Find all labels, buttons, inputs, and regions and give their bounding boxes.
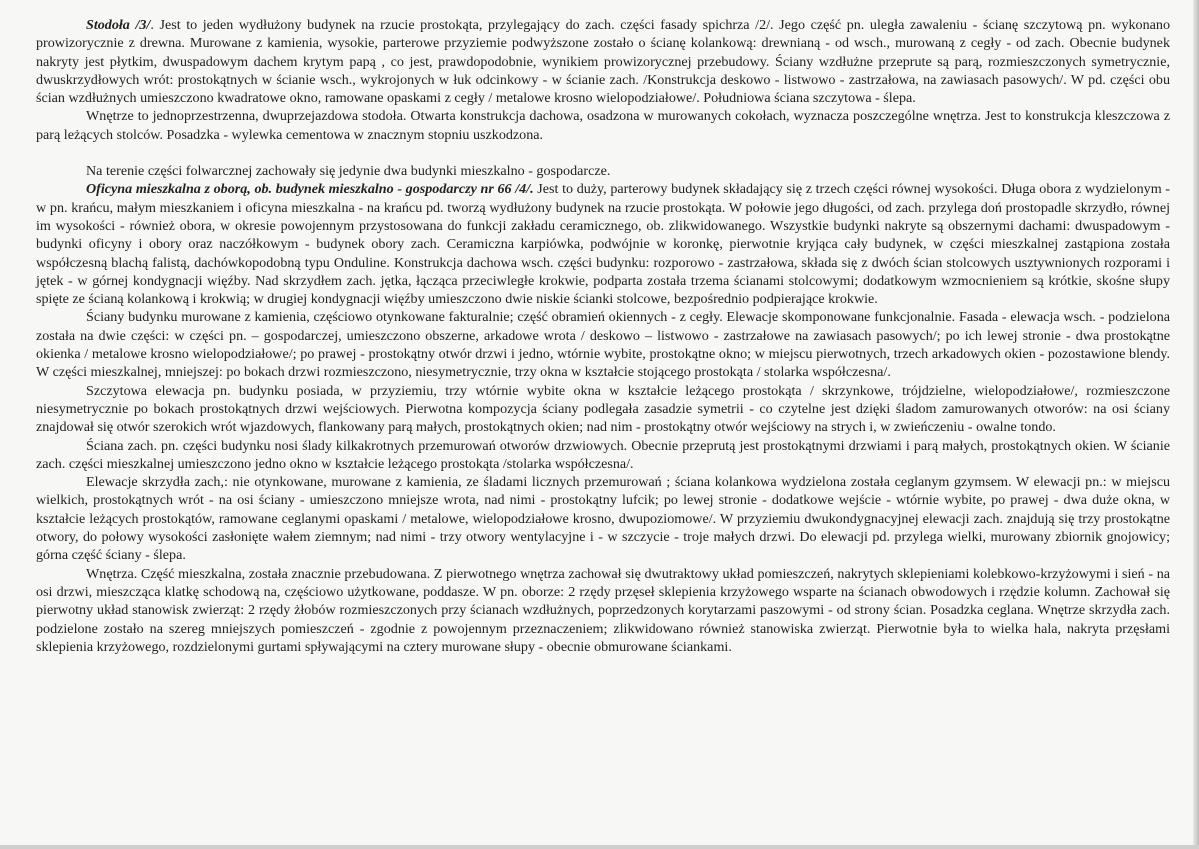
paragraph-spacer — [36, 144, 1170, 162]
paragraph-text: Wnętrze to jednoprzestrzenna, dwuprzejazdowa stodoła. Otwarta konstrukcja dachowa, osadzona w murowanych cokołach, wyznacza poszczególne wnętrza. Jest to konstrukcja kleszczowa z parą leżących stolców. Posadzka - wylewka cementowa w znacznym stopniu uszkodzona. — [36, 108, 1170, 143]
paragraph-text: Wnętrza. Część mieszkalna, została znacznie przebudowana. Z pierwotnego wnętrza zachował się dwutraktowy układ pomieszczeń, nakrytych sklepieniami kolebkowo-krzyżowymi i sień - na osi drzwi, mieszcząca klatkę schodową na, częściowo użytkowane, poddasze. W pn. oborze: 2 rzędy przęseł sklepienia krzyżowego wsparte na ścianach obwodowych i rzędzie kolumn. Zachował się pierwotny układ stanowisk zwierząt: 2 rzędy żłobów rozmieszczonych przy ścianach wzdłużnych, poprzedzonych korytarzami paszowymi - od strony ścian. Posadzka ceglana. Wnętrze skrzydła zach. podzielone zostało na szereg mniejszych pomieszczeń - zgodnie z powojennym przeznaczeniem; zlikwidowano również stanowiska zwierząt. Pierwotnie była to wielka hala, nakryta przęsłami sklepienia krzyżowego, rozdzielonymi gurtami spływającymi na cztery murowane słupy - obecnie obmurowane ściankami. — [36, 565, 1170, 655]
paragraph-text: Na terenie części folwarcznej zachowały się jedynie dwa budynki mieszkalno - gospodarcze. — [86, 163, 611, 180]
paragraph-skrzydlo-zach — [36, 473, 1170, 564]
paragraph-text: Szczytowa elewacja pn. budynku posiada, w przyziemiu, trzy wtórnie wybite okna w kształcie leżącego prostokąta / skrzynkowe, trójdzielne, wielopodziałowe/, rozmieszczone niesymetrycznie po bokach prostokątnych drzwi wejściowych. Pierwotna kompozycja ściany podlegała zasadzie symetrii - co czytelne jest dzięki śladom zamurowanych otworów: na osi ściany znajdował się otwór szerokich wrót wjazdowych, flankowany parą małych, prostokątnych okien; nad nim - prostokątny otwór wejściowy na strych i, w zwieńczeniu - owalne tondo. — [36, 382, 1170, 436]
scan-edge-right — [1193, 0, 1199, 849]
paragraph-folwark-intro — [36, 162, 1170, 180]
document-body — [36, 16, 1170, 656]
paragraph-sciana-zach — [36, 437, 1170, 474]
paragraph-lead-stodola: Stodoła /3/ — [86, 17, 151, 33]
paragraph-sciany — [36, 308, 1170, 381]
paragraph-text: . Jest to jeden wydłużony budynek na rzucie prostokąta, przylegający do zach. części fasady spichrza /2/. Jego część pn. uległa zawaleniu - ścianę szczytową pn. wykonano prowizorycznie z drewna. Murowane z kamienia, wysokie, parterowe przyziemie podwyższone zostało o ścianę kolankową: drewnianą - od wsch., murowaną z cegły - od zach. Obecnie budynek nakryty jest płytkim, dwuspadowym dachem krytym papą , co jest, prawdopodobnie, wynikiem prowizorycznej przebudowy. Ściany wzdłużne przeprute są parą, rozmieszczonych symetrycznie, dwuskrzydłowych wrót: prostokątnych w ścianie wsch., wykrojonych w łuk odcinkowy - w ścianie zach. /Konstrukcja deskowo - listwowo - zastrzałowa, na zawiasach pasowych/. W pd. części obu ścian wzdłużnych umieszczono kwadratowe okno, ramowane opaskami z cegły / metalowe krosno wielopodziałowe/. Południowa ściana szczytowa - ślepa. — [36, 17, 1170, 107]
paragraph-text: Ściany budynku murowane z kamienia, częściowo otynkowane fakturalnie; część obramień okiennych - z cegły. Elewacje skomponowane funkcjonalnie. Fasada - elewacja wsch. - podzielona została na dwie części: w części pn. – gospodarczej, umieszczono obszerne, arkadowe wrota / deskowo – listwowo - zastrzałowe na zawiasach pasowych/; po ich lewej stronie - dwa prostokątne okienka / metalowe krosno wielopodziałowe/; po prawej - prostokątny otwór drzwi i jedno, wtórnie wybite, prostokątne okno; w miejscu pierwotnych, trzech arkadowych okien - pozostawione blendy. W części mieszkalnej, mniejszej: po bokach drzwi rozmieszczono, niesymetrycznie, trzy okna w kształcie stojącego prostokąta / stolarka współczesna/. — [36, 309, 1170, 381]
scan-edge-bottom — [0, 845, 1199, 849]
paragraph-text: Ściana zach. pn. części budynku nosi ślady kilkakrotnych przemurowań otworów drzwiowych. Obecnie przeprutą jest prostokątnymi drzwiami i parą małych, prostokątnych okien. W ścianie zach. części mieszkalnej umieszczono jedno okno w kształcie leżącego prostokąta /stolarka współczesna/. — [36, 437, 1170, 472]
paragraph-wnetrza — [36, 565, 1170, 656]
paragraph-text: Jest to duży, parterowy budynek składający się z trzech części równej wysokości. Długa obora z wydzielonym - w pn. krańcu, małym mieszkaniem i oficyna mieszkalna - na krańcu pd. tworzą wydłużony budynek na rzucie prostokąta. W połowie jego długości, od zach. przylega doń prostopadle skrzydło, równej im wysokości - również obora, w okresie powojennym przystosowana do funkcji zakładu ceramicznego, ob. zlikwidowanego. Wszystkie budynki nakryte są obszernymi dachami: dwuspadowym - budynki oficyny i obory oraz naczółkowym - budynek obory zach. Ceramiczna karpiówka, podwójnie w koronkę, pierwotnie kryjąca cały budynek, w części mieszkalnej zastąpiona została współczesną blachą falistą, dachówkopodobną typu Onduline. Konstrukcja dachowa wsch. części budynku: rozporowo - zastrzałowa, składa się z dwóch ścian stolcowych usztywnionych rozporami i jętek - w górnej kondygnacji więźby. Nad skrzydłem zach. jętka, łącząca przeciwległe krokwie, podparta została trzema ścianami stolcowymi; dodatkowym wzmocnieniem są krótkie, skośne słupy spięte ze ścianą kolankową i krokwią; w drugiej kondygnacji więźby umieszczono dwie niskie ścianki stolcowe, bezpośrednio podpierające krokwie. — [36, 181, 1170, 308]
paragraph-stodola — [36, 16, 1170, 107]
paragraph-oficyna — [36, 180, 1170, 308]
paragraph-wnetrze-stodoly — [36, 107, 1170, 144]
paragraph-elewacja-pn — [36, 382, 1170, 437]
paragraph-text: Elewacje skrzydła zach,: nie otynkowane, murowane z kamienia, ze śladami licznych przemurowań ; ściana kolankowa wydzielona została ceglanym gzymsem. W elewacji pn.: w miejscu wielkich, prostokątnych wrót - na osi ściany - umieszczono mniejsze wrota, nad nimi - prostokątny lufcik; po lewej stronie - dodatkowe wejście - wtórnie wybite, po prawej - dwa duże okna, w kształcie leżących prostokątów, ramowane ceglanymi opaskami / metalowe, wielopodziałowe krosno, dwupoziomowe/. W przyziemiu dwukondygnacyjnej elewacji zach. znajdują się trzy prostokątne otwory, do połowy wysokości zasłonięte wałem ziemnym; nad nimi - trzy otwory wentylacyjne i - w szczycie - troje małych drzwi. Do elewacji pd. przylega wielki, murowany zbiornik gnojowicy; górna część ściany - ślepa. — [36, 474, 1170, 564]
paragraph-lead-oficyna: Oficyna mieszkalna z oborą, ob. budynek mieszkalno - gospodarczy nr 66 /4/. — [86, 181, 534, 198]
